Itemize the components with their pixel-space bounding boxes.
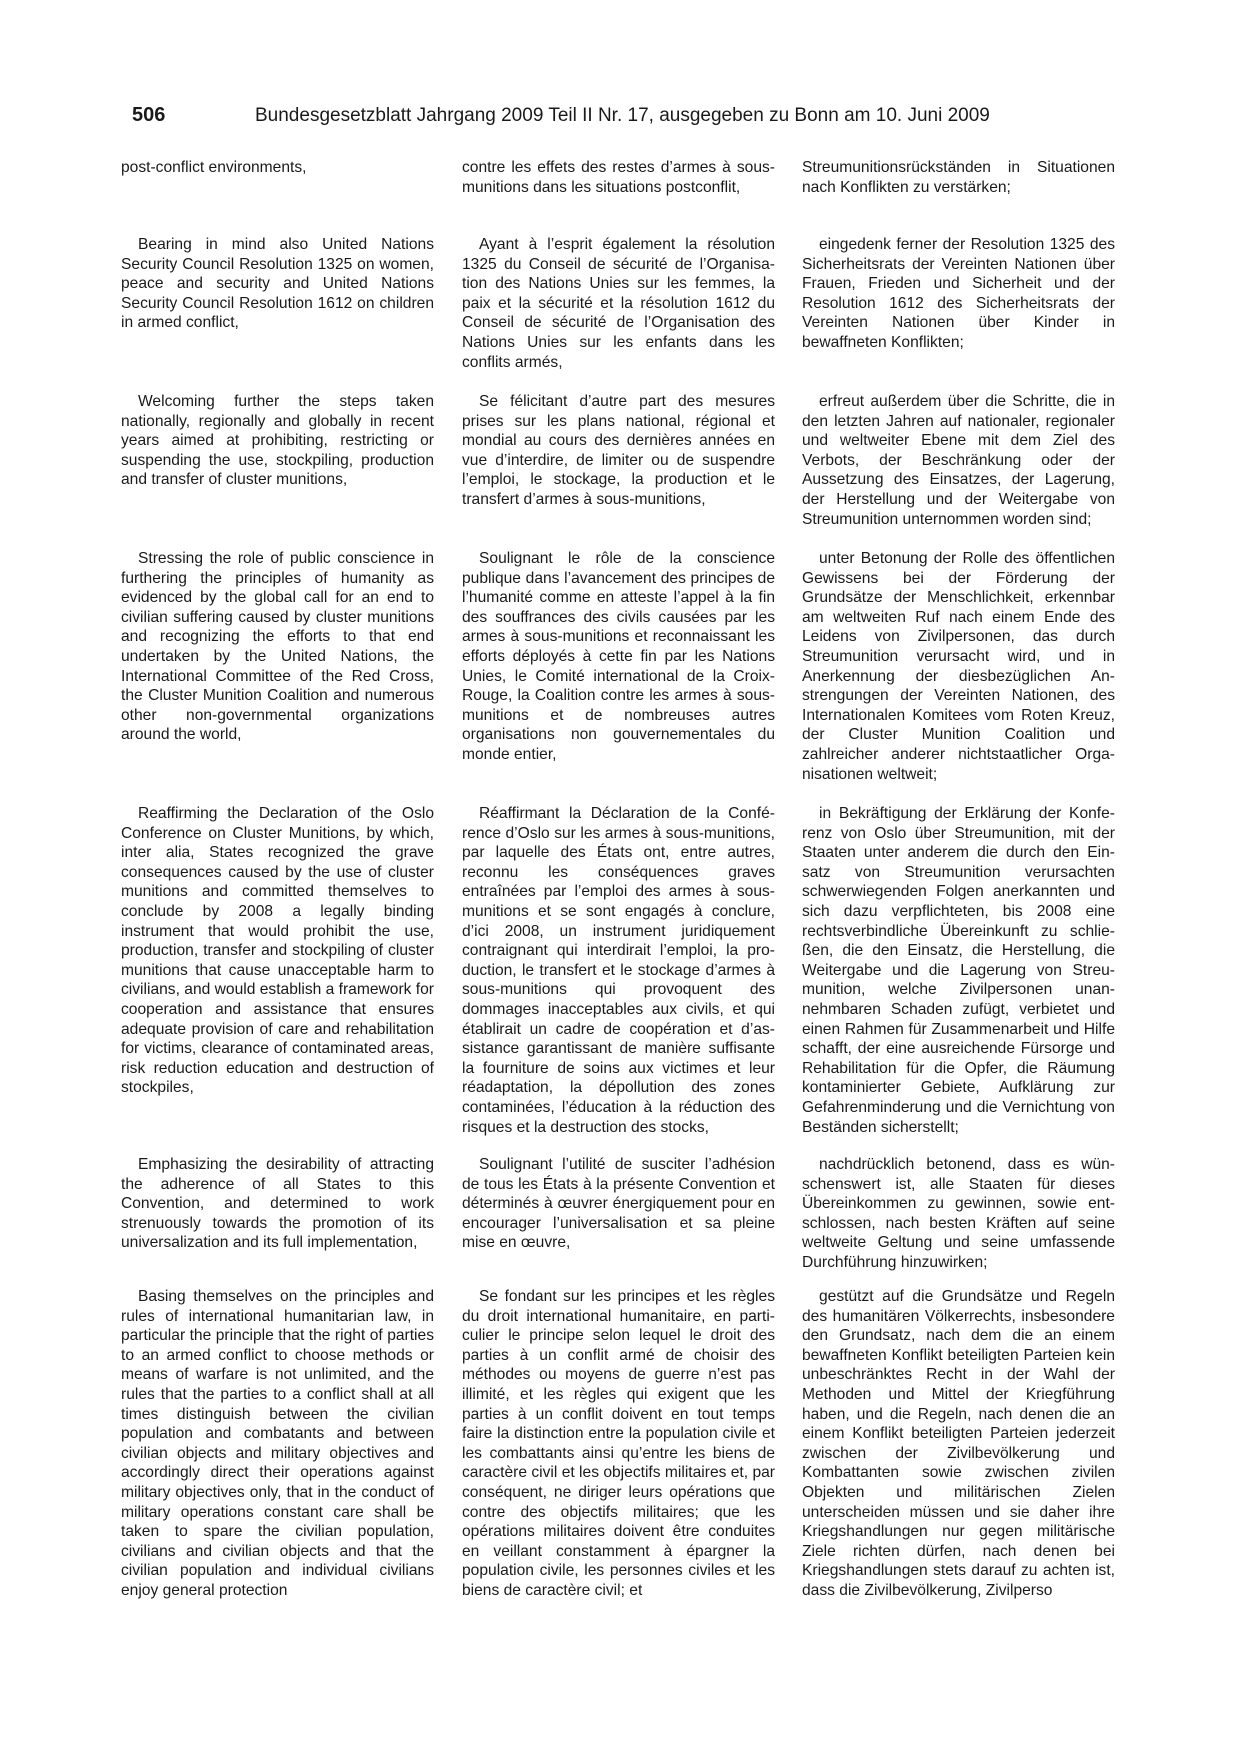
german-paragraph: erfreut außerdem über die Schritte, die in den letzten Jahren auf nationaler, regionaler und weltweiter Ebene mit dem Ziel des Verbots, der Beschränkung oder der Aussetzung des Einsatzes, der Lagerung, der Herstellung und der Weitergabe von Streumunition unternommen worden sind; [802,393,1115,528]
french-paragraph: Réaffirmant la Déclaration de la Conférence d’Oslo sur les armes à sous-munitions, par laquelle des États ont, entre autres, reconnu les conséquences graves entraînées par l’emploi des armes à sous-munitions et se sont engagés à conclure, d’ici 2008, un instrument juridiquement contraignant qui interdirait l’emploi, la production, le transfert et le stockage d’armes à sous-munitions qui provoquent des dommages inacceptables aux civils, et qui établirait un cadre de coopération et d’assistance garantissant de manière suffisante la fourniture de soins aux victimes et leur réadaptation, la dépollution des zones contaminées, l’éducation à la réduction des risques et la destruction des stocks, [462,805,775,1136]
german-paragraph: unter Betonung der Rolle des öffentlichen Gewissens bei der Förderung der Grundsätze der Menschlichkeit, erkennbar am weltweiten Ruf nach einem Ende des Leidens von Zivilpersonen, das durch Streumunition verursacht wird, und in Anerkennung der diesbezüglichen Anstrengungen der Vereinten Nationen, des Internationalen Komitees vom Roten Kreuz, der Cluster Munition Coalition und zahlreicher anderer nichtstaatlicher Organisationen weltweit; [802,550,1115,783]
english-paragraph: Welcoming further the steps taken nationally, regionally and globally in recent years aimed at prohibiting, restricting or suspending the use, stockpiling, production and transfer of cluster munitions, [121,393,434,489]
german-paragraph: in Bekräftigung der Erklärung der Konferenz von Oslo über Streumunition, mit der Staaten unter anderem die durch den Einsatz von Streumunition verursachten schwerwiegenden Folgen anerkannten und sich dazu verpflichteten, bis 2008 eine rechtsverbindliche Übereinkunft zu schließen, die den Einsatz, die Herstellung, die Weitergabe und die Lagerung von Streumunition, welche Zivilpersonen unannehmbaren Schaden zufügt, verbietet und einen Rahmen für Zusammenarbeit und Hilfe schafft, der eine ausreichende Fürsorge und Rehabilitation für die Opfer, die Räumung kontaminierter Gebiete, Aufklärung zur Gefahrenminderung und die Vernichtung von Beständen sicherstellt; [802,805,1115,1136]
german-paragraph: eingedenk ferner der Resolution 1325 des Sicherheitsrats der Vereinten Nationen über Frauen, Frieden und Sicherheit und der Resolution 1612 des Sicherheitsrats der Vereinten Nationen über Kinder in bewaffneten Konflikten; [802,236,1115,351]
french-paragraph: Soulignant le rôle de la conscience publique dans l’avancement des principes de l’humanité comme en atteste l’appel à la fin des souffrances des civils causées par les armes à sous-munitions et reconnaissant les efforts déployés à cette fin par les Nations Unies, le Comité international de la Croix-Rouge, la Coalition contre les armes à sous-munitions et de nombreuses autres organisations non gouvernementales du monde entier, [462,550,775,763]
german-paragraph: gestützt auf die Grundsätze und Regeln des humanitären Völkerrechts, insbesondere den Grundsatz, nach dem die an einem bewaffneten Konflikt beteiligten Parteien kein unbeschränktes Recht in der Wahl der Methoden und Mittel der Kriegführung haben, und die Regeln, nach denen die an einem Konflikt beteiligten Parteien jederzeit zwischen der Zivilbevölkerung und Kombattanten sowie zwischen zivilen Objekten und militärischen Zielen unterscheiden müssen und sie daher ihre Kriegshandlungen nur gegen militärische Ziele richten dürfen, nach denen bei Kriegshandlungen stets darauf zu achten ist, dass die Zivilbevölkerung, Zivilperso [802,1288,1115,1599]
english-paragraph: Emphasizing the desirability of attracting the adherence of all States to this Convention, and determined to work strenuously towards the promotion of its universalization and its full implementation, [121,1156,434,1252]
english-paragraph: Stressing the role of public conscience in furthering the principles of humanity as evidenced by the global call for an end to civilian suffering caused by cluster munitions and recognizing the efforts to that end undertaken by the United Nations, the International Committee of the Red Cross, the Cluster Munition Coalition and numerous other non-governmental organizations around the world, [121,550,434,744]
english-paragraph: post-conflict environments, [121,159,307,176]
english-paragraph: Basing themselves on the principles and rules of international humanitarian law, in particular the principle that the right of parties to an armed conflict to choose methods or means of warfare is not unlimited, and the rules that the parties to a conflict shall at all times distinguish between the civilian population and combatants and between civilian objects and military objectives and accordingly direct their operations against military objectives only, that in the conduct of military operations constant care shall be taken to spare the civilian population, civilians and civilian objects and that the civilian population and individual civilians enjoy general protection [121,1288,434,1599]
running-head: Bundesgesetzblatt Jahrgang 2009 Teil II Nr. 17, ausgegeben zu Bonn am 10. Juni 2009 [255,105,990,126]
french-paragraph: Se félicitant d’autre part des mesures prises sur les plans national, régional et mondial au cours des dernières années en vue d’interdire, de limiter ou de suspendre l’emploi, le stockage, la production et le transfert d’armes à sous-munitions, [462,393,775,508]
english-paragraph: Bearing in mind also United Nations Security Council Resolution 1325 on women, peace and security and United Nations Security Council Resolution 1612 on children in armed conflict, [121,236,434,332]
german-paragraph: Streumunitionsrückständen in Situationen nach Konflikten zu verstärken; [802,159,1115,196]
french-paragraph: Soulignant l’utilité de susciter l’adhésion de tous les États à la présente Convention et déterminés à œuvrer énergiquement pour en encourager l’universalisation et sa pleine mise en œuvre, [462,1156,775,1252]
french-paragraph: Se fondant sur les principes et les règles du droit international humanitaire, en particulier le principe selon lequel le droit des parties à un conflit armé de choisir des méthodes ou moyens de guerre n’est pas illimité, et les règles qui exigent que les parties à un conflit doivent en tout temps faire la distinction entre la population civile et les combattants ainsi qu’entre les biens de caractère civil et les objectifs militaires et, par conséquent, ne diriger leurs opérations que contre des objectifs militaires; que les opérations militaires doivent être conduites en veillant constamment à épargner la population civile, les personnes civiles et les biens de caractère civil; et [462,1288,775,1599]
page-number: 506 [132,104,166,126]
french-paragraph: contre les effets des restes d’armes à sous-munitions dans les situations postconflit, [462,159,775,196]
french-paragraph: Ayant à l’esprit également la résolution 1325 du Conseil de sécurité de l’Organisation des Nations Unies sur les femmes, la paix et la sécurité et la résolution 1612 du Conseil de sécurité de l’Organisation des Nations Unies sur les enfants dans les conflits armés, [462,236,775,371]
german-paragraph: nachdrücklich betonend, dass es wünschenswert ist, alle Staaten für dieses Übereinkommen zu gewinnen, sowie entschlossen, nach besten Kräften auf seine weltweite Geltung und seine umfassende Durchführung hinzuwirken; [802,1156,1115,1271]
english-paragraph: Reaffirming the Declaration of the Oslo Conference on Cluster Munitions, by which, inter alia, States recognized the grave consequences caused by the use of cluster munitions and committed themselves to conclude by 2008 a legally binding instrument that would prohibit the use, production, transfer and stockpiling of cluster munitions that cause unacceptable harm to civilians, and would establish a framework for cooperation and assistance that ensures adequate provision of care and rehabilitation for victims, clearance of contaminated areas, risk reduction education and destruction of stockpiles, [121,805,434,1097]
